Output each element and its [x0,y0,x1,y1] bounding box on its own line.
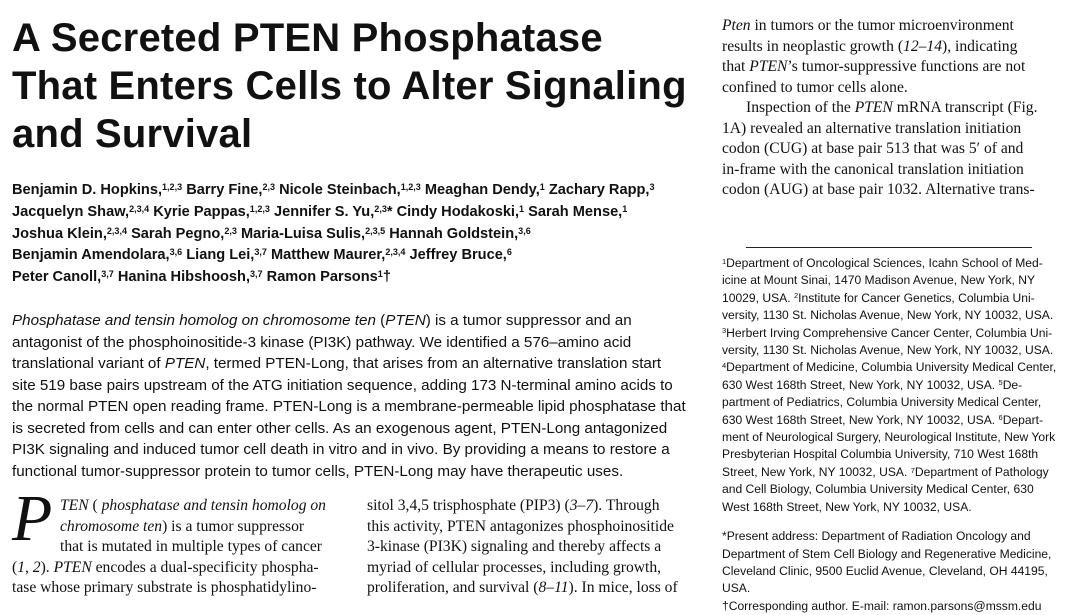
body-line [722,57,1057,78]
affiliation-superscript: 2,3 [374,203,387,214]
text-run: Herbert Irving Comprehensive Cancer Center, Columbia Uni- [726,325,1053,340]
author-name: Zachary Rapp, [544,182,650,198]
text-run: that [722,58,750,75]
text-run: ), indicating [942,37,1018,55]
text-run: 3-kinase (PI3K) signaling and thereby affects a [367,538,662,555]
body-line [367,517,702,538]
author-name: Sarah Mense, [524,203,623,220]
author-line [12,224,712,246]
body-line [722,37,1057,58]
text-run: site 519 base pairs upstream of the ATG initiation sequence, adding 173 N-terminal amino acids to [12,376,673,394]
spacer [722,516,1062,528]
text-run: confined to tumor cells alone. [722,78,908,96]
italic-text: phosphatase and tensin homolog on [101,497,326,514]
text-run: ). [40,558,54,576]
text-run: ( [12,558,18,576]
italic-text: PTEN [854,99,893,116]
affiliation-superscript: 3,7 [101,269,114,280]
body-text-column-right [722,16,1057,201]
text-run: De- [1002,377,1023,392]
body-line [722,78,1057,99]
title-line-3: and Survival [12,112,253,156]
body-line [367,558,702,579]
affiliation-superscript: 2,3,5 [365,225,386,236]
text-run: in-frame with the canonical translation initiation [722,160,1024,178]
abstract-line [12,439,702,461]
text-run: Depart- [1002,412,1044,427]
text-run: antagonist of the phosphoinositide-3 kinase (PI3K) pathway. We identified a 576–amino acid [12,333,632,351]
body-line [367,578,702,599]
text-run: icine at Mount Sinai, 1470 Madison Avenue, New York, NY [722,273,1036,288]
text-run: sitol 3,4,5 trisphosphate (PIP3) ( [367,497,570,514]
author-line [12,202,712,224]
text-run: ( [375,312,386,329]
italic-text: Phosphatase and tensin homolog on chromosome ten [12,312,376,329]
author-name: Nicole Steinbach, [275,182,401,198]
author-line [12,267,712,289]
article-title [12,14,702,158]
body-line [722,139,1057,160]
body-line [722,160,1057,181]
affiliation-superscript: 1 [519,203,525,214]
text-run: this activity, PTEN antagonizes phosphoinositide [367,517,674,535]
superscript-number: 7 [910,465,915,475]
text-run: , [25,558,33,576]
drop-cap-letter: P [12,482,53,555]
superscript-number: 6 [998,413,1003,423]
author-name: Jacquelyn Shaw, [12,203,130,220]
italic-text: 12–14 [903,37,943,55]
text-run: Department of Stem Cell Biology and Regenerative Medicine, [722,546,1052,561]
italic-text: Pten [722,17,751,34]
text-run: †Corresponding author. E-mail: ramon.parsons@mssm.edu [722,598,1042,613]
affiliation-superscript: 2,3 [224,225,237,236]
affiliation-superscript: 3,7 [250,269,263,280]
affiliation-superscript: 2,3,4 [385,247,406,258]
body-text-column-middle [367,496,702,599]
italic-text: 1 [17,558,25,576]
author-name: Benjamin D. Hopkins, [12,182,163,198]
abstract-line [12,332,702,354]
abstract-line [12,375,702,397]
superscript-number: 4 [722,361,727,371]
body-line [367,496,702,517]
footnote-line [722,325,1062,342]
footnote-line [722,377,1062,394]
text-run: Inspection of the [746,99,855,116]
author-name: Matthew Maurer, [266,247,386,264]
abstract-line [12,396,702,418]
author-line [12,245,712,267]
abstract-line [12,310,702,332]
italic-text: 2 [32,558,41,576]
italic-text: 3–7 [569,497,594,514]
text-run: Department of Pathology [914,464,1049,479]
text-run: codon (AUG) at base pair 1032. Alternative trans- [722,181,1035,198]
author-name: Benjamin Amendolara, [12,247,170,264]
text-run: is secreted from cells and can enter other cells. As an exogenous agent, PTEN-Long antagonized [12,419,668,437]
superscript-number: 1 [722,256,727,266]
affiliation-superscript: 1 [377,269,383,280]
text-run: functional tumor-suppressor protein to tumor cells, PTEN-Long may have therapeutic uses. [12,462,624,480]
text-run: 630 West 168th Street, New York, NY 10032, USA. [722,377,999,392]
text-run: partment of Pediatrics, Columbia University Medical Center, [722,395,1042,410]
text-run: versity, 1130 St. Nicholas Avenue, New York, NY 10032, USA. [722,343,1054,358]
affiliation-superscript: 1,2,3 [162,181,183,192]
text-run: and Cell Biology, Columbia University Medical Center, 630 [722,482,1034,497]
text-run: versity, 1130 St. Nicholas Avenue, New York, NY 10032, USA. [722,308,1054,323]
superscript-number: 3 [722,326,727,336]
body-line [12,496,342,517]
text-run: tase whose primary substrate is phosphatidylino- [12,579,317,596]
footnote-line [722,563,1062,580]
text-run: results in neoplastic growth ( [722,37,904,55]
affiliations-footnotes [722,255,1062,615]
footnote-line [722,255,1062,272]
body-line [722,16,1057,37]
abstract [12,310,702,482]
footnote-line [722,394,1062,411]
body-line [722,119,1057,140]
text-run: ). Through [593,497,660,514]
footnote-line [722,429,1062,446]
text-run: PI3K signaling and induced tumor cell death in vitro and in vivo. By providing a means to restore a [12,441,670,458]
footnote-line [722,580,1062,597]
text-run: Institute for Cancer Genetics, Columbia Uni- [798,290,1035,305]
footnote-line [722,290,1062,307]
text-run: Department of Medicine, Columbia University Medical Center, [726,360,1057,375]
author-list [12,180,712,289]
author-name: Sarah Pegno, [127,225,225,242]
superscript-number: 2 [793,291,799,301]
author-name: Maria-Luisa Sulis, [236,225,366,242]
author-name: Meaghan Dendy, [420,182,540,198]
author-name: Jeffrey Bruce, [405,247,507,264]
footnote-line [722,272,1062,289]
text-run: codon (CUG) at base pair 513 that was 5′ of and [722,140,1024,157]
footnote-line [722,528,1062,545]
author-name: Ramon Parsons [262,269,378,286]
abstract-line [12,353,702,375]
affiliation-superscript: 1 [622,203,628,214]
author-name: Jennifer S. Yu, [269,203,375,220]
text-run: proliferation, and survival ( [367,579,539,596]
footnote-line [722,546,1062,563]
text-run: that is mutated in multiple types of cancer [60,538,322,555]
author-name: Kyrie Pappas, [149,203,250,220]
text-run: 630 West 168th Street, New York, NY 10032, USA. [722,412,999,427]
affiliation-superscript: 3,7 [254,247,267,258]
title-line-2: That Enters Cells to Alter Signaling [12,64,687,108]
text-run: in tumors or the tumor microenvironment [750,17,1014,34]
text-run: ) is a tumor suppressor and an [425,312,632,329]
italic-text: PTEN [53,558,92,576]
text-run: myriad of cellular processes, including growth, [367,558,662,576]
abstract-line [12,461,702,483]
footnote-divider [746,247,1032,248]
author-name: Liang Lei, [182,247,255,264]
text-run: , termed PTEN-Long, that arises from an alternative translation start [205,355,662,372]
footnote-line [722,598,1062,615]
body-line [722,180,1057,201]
italic-text: PTEN [385,312,426,329]
author-name: Joshua Klein, [12,225,107,242]
text-run: ). In mice, loss of [568,579,678,596]
author-name: Barry Fine, [182,182,263,198]
italic-text: 8–11 [538,579,569,596]
author-name: Hannah Goldstein, [385,225,519,242]
footnote-line [722,307,1062,324]
author-name: † [382,269,391,286]
body-line [12,558,342,579]
affiliation-superscript: 1,2,3 [249,203,270,214]
text-run: Cleveland Clinic, 9500 Euclid Avenue, Cleveland, OH 44195, [722,563,1048,578]
footnote-line [722,446,1062,463]
footnote-line [722,412,1062,429]
superscript-number: 5 [998,378,1003,388]
affiliation-superscript: 2,3,4 [129,203,150,214]
affiliation-superscript: 1 [539,181,545,192]
text-run: USA. [722,581,751,596]
title-line-1: A Secreted PTEN Phosphatase [12,16,603,60]
italic-text: chromosome ten [60,517,163,535]
text-run: West 168th Street, New York, NY 10032, USA. [722,499,972,514]
author-name: Peter Canoll, [12,269,102,286]
body-line [12,578,342,599]
body-line [12,517,342,538]
affiliation-superscript: 1,2,3 [400,181,421,192]
text-run: *Present address: Department of Radiation Oncology and [722,529,1031,544]
italic-text: TEN [60,497,89,514]
body-line [722,98,1057,119]
text-run: ) is a tumor suppressor [162,517,305,535]
text-run: 1A) revealed an alternative translation initiation [722,119,1022,137]
text-run: 10029, USA. [722,290,794,305]
author-name: Hanina Hibshoosh, [113,269,251,286]
text-run: Street, New York, NY 10032, USA. [722,464,911,479]
text-run: translational variant of [12,355,165,372]
text-run: encodes a dual-specificity phospha- [91,558,319,576]
footnote-line [722,359,1062,376]
text-run: mRNA transcript (Fig. [892,99,1038,116]
affiliation-superscript: 2,3 [262,181,276,192]
text-run: ( [88,497,102,514]
author-name: * Cindy Hodakoski, [386,203,520,220]
footnote-line [722,464,1062,481]
italic-text: PTEN [164,355,206,372]
abstract-line [12,418,702,440]
body-line [367,537,702,558]
body-line [12,537,342,558]
text-run: Department of Oncological Sciences, Icahn School of Med- [726,256,1043,270]
footnote-line [722,499,1062,516]
italic-text: PTEN [749,58,788,75]
affiliation-superscript: 3,6 [518,225,531,236]
affiliation-superscript: 6 [506,247,512,258]
text-run: ment of Neurological Surgery, Neurological Institute, New York [722,430,1056,445]
body-text-column-left [12,496,342,599]
affiliation-superscript: 3,6 [169,247,183,258]
text-run: the normal PTEN open reading frame. PTEN-Long is a membrane-permeable lipid phosphatase that [12,398,686,415]
affiliation-superscript: 2,3,4 [106,225,128,236]
footnote-line [722,481,1062,498]
author-line [12,180,712,202]
text-run: ’s tumor-suppressive functions are not [787,58,1026,75]
affiliation-superscript: 3 [649,181,655,192]
text-run: Presbyterian Hospital Columbia University, 710 West 168th [722,447,1039,462]
footnote-line [722,342,1062,359]
